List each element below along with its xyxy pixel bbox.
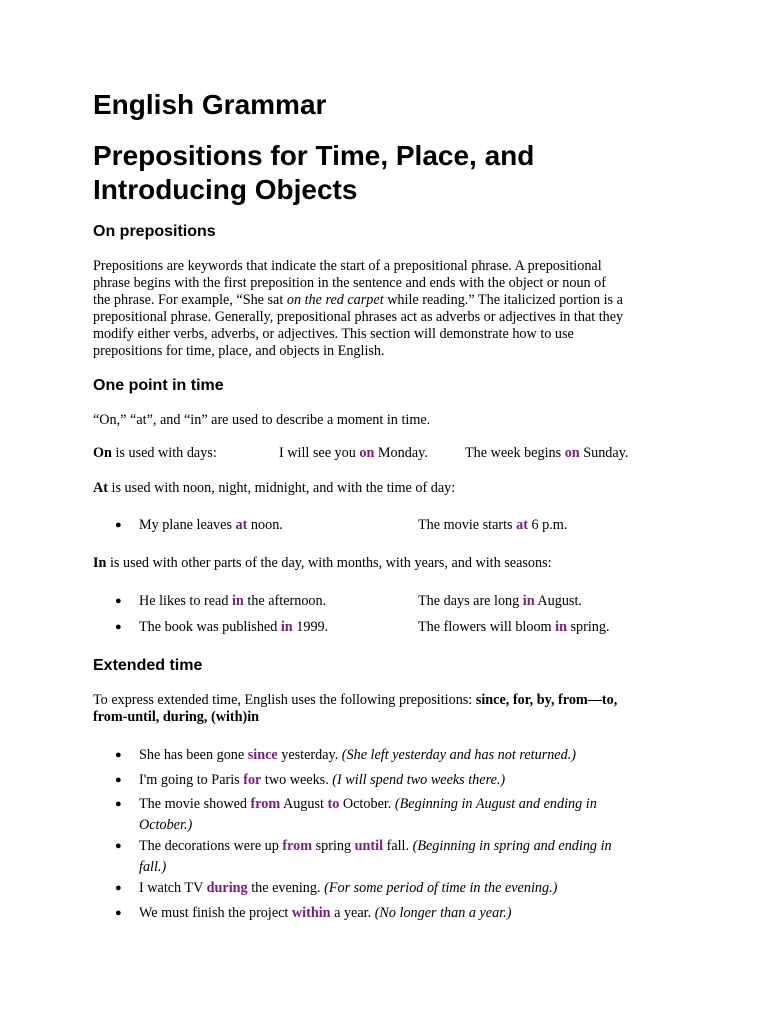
extended-example-within: [139, 905, 511, 922]
bullet-icon: ●: [115, 749, 122, 761]
example-text: I watch TV: [139, 880, 207, 896]
example-text: August: [280, 796, 328, 812]
on-keyword: On: [93, 445, 112, 461]
example-text: She has been gone: [139, 747, 248, 763]
in-example-1-right: [418, 593, 582, 610]
at-keyword: At: [93, 480, 108, 496]
preposition-highlight: during: [206, 880, 248, 896]
on-example-1-end: Monday.: [374, 445, 428, 461]
extended-example-from-until: [139, 838, 612, 855]
intro-line-2: phrase begins with the first preposition in the sentence and ends with the object or noun of: [93, 275, 606, 291]
intro-italic-example: on the red carpet: [286, 292, 384, 308]
preposition-highlight: on: [564, 445, 580, 461]
example-text: October.: [339, 796, 395, 812]
at-rule-text: is used with noon, night, midnight, and with the time of day:: [107, 480, 456, 496]
extended-preposition-list-cont: from-until, during, (with)in: [93, 709, 260, 725]
preposition-highlight: from: [282, 838, 313, 854]
intro-line-3-start: the phrase. For example, “She sat: [93, 292, 287, 308]
bullet-icon: ●: [115, 882, 122, 894]
preposition-highlight: in: [280, 619, 293, 635]
extended-intro-line-1: [93, 692, 617, 709]
section-heading-extended-time: Extended time: [93, 657, 203, 674]
bullet-icon: ●: [115, 595, 122, 607]
at-example-left-end: noon.: [247, 517, 283, 533]
example-explanation: October.): [139, 817, 193, 833]
example-explanation: (For some period of time in the evening.): [324, 880, 558, 896]
bullet-icon: ●: [115, 621, 122, 633]
in-example-1-left-end: the afternoon.: [243, 593, 327, 609]
extended-example-from-to-cont: [139, 817, 192, 834]
on-example-2-start: The week begins: [465, 445, 565, 461]
extended-example-during: [139, 880, 557, 897]
document-subtitle-line-1: Prepositions for Time, Place, and: [93, 140, 535, 171]
in-example-1-right-start: The days are long: [418, 593, 523, 609]
intro-line-6: prepositions for time, place, and objects in English.: [93, 343, 385, 359]
example-text: a year.: [330, 905, 375, 921]
example-explanation: (No longer than a year.): [374, 905, 512, 921]
preposition-highlight: for: [243, 772, 262, 788]
intro-line-3: [93, 292, 683, 309]
preposition-highlight: in: [231, 593, 244, 609]
extended-preposition-list: since, for, by, from—to,: [475, 692, 618, 708]
section-heading-on-prepositions: On prepositions: [93, 223, 216, 240]
bullet-icon: ●: [115, 519, 122, 531]
in-keyword: In: [93, 555, 107, 571]
moment-in-time-text: “On,” “at”, and “in” are used to describe a moment in time.: [93, 412, 431, 428]
on-rule: [93, 445, 217, 462]
document-subtitle-line-2: Introducing Objects: [93, 174, 358, 205]
in-example-2-right: [418, 619, 610, 636]
example-text: spring: [312, 838, 355, 854]
intro-line-3-end: while reading.” The italicized portion is a: [383, 292, 623, 308]
in-example-2-left-start: The book was published: [139, 619, 281, 635]
extended-intro-line-2: [93, 709, 259, 726]
extended-example-since: [139, 747, 576, 764]
preposition-highlight: at: [235, 517, 248, 533]
on-example-2: [465, 445, 628, 462]
on-rule-text: is used with days:: [111, 445, 217, 461]
at-example-left: [139, 517, 283, 534]
preposition-highlight: from: [250, 796, 281, 812]
example-text: We must finish the project: [139, 905, 292, 921]
in-example-2-right-end: spring.: [566, 619, 610, 635]
at-example-right: [418, 517, 567, 534]
document-title: English Grammar: [93, 89, 327, 120]
example-text: The movie showed: [139, 796, 251, 812]
at-example-right-end: 6 p.m.: [527, 517, 568, 533]
in-rule: [93, 555, 552, 572]
preposition-highlight: within: [291, 905, 331, 921]
preposition-highlight: to: [327, 796, 340, 812]
example-text: I'm going to Paris: [139, 772, 244, 788]
bullet-icon: ●: [115, 907, 122, 919]
bullet-icon: ●: [115, 798, 122, 810]
in-example-1-right-end: August.: [534, 593, 582, 609]
preposition-highlight: at: [516, 517, 528, 533]
intro-line-4: prepositional phrase. Generally, prepositional phrases act as adverbs or adjectives in that they: [93, 309, 624, 325]
extended-example-from-until-cont: [139, 859, 166, 876]
on-example-2-end: Sunday.: [579, 445, 629, 461]
example-text: The decorations were up: [139, 838, 283, 854]
section-heading-one-point-in-time: One point in time: [93, 377, 224, 394]
example-text: fall.: [383, 838, 413, 854]
extended-intro-text: To express extended time, English uses the following prepositions:: [93, 692, 476, 708]
on-example-1: [279, 445, 428, 462]
bullet-icon: ●: [115, 840, 122, 852]
on-example-1-start: I will see you: [279, 445, 360, 461]
preposition-highlight: since: [247, 747, 278, 763]
intro-line-1: Prepositions are keywords that indicate the start of a prepositional phrase. A prepositional: [93, 258, 602, 274]
example-explanation: (She left yesterday and has not returned.): [341, 747, 576, 763]
example-explanation: (Beginning in spring and ending in: [412, 838, 612, 854]
in-example-2-right-start: The flowers will bloom: [418, 619, 556, 635]
intro-line-5: modify either verbs, adverbs, or adjectives. This section will demonstrate how to use: [93, 326, 574, 342]
at-example-right-start: The movie starts: [418, 517, 517, 533]
at-rule: [93, 480, 455, 497]
extended-example-for: [139, 772, 505, 789]
bullet-icon: ●: [115, 774, 122, 786]
example-explanation: (I will spend two weeks there.): [332, 772, 506, 788]
preposition-highlight: on: [359, 445, 375, 461]
example-text: two weeks.: [261, 772, 333, 788]
example-text: yesterday.: [277, 747, 342, 763]
example-explanation: (Beginning in August and ending in: [394, 796, 597, 812]
example-text: the evening.: [247, 880, 325, 896]
in-rule-text: is used with other parts of the day, with months, with years, and with seasons:: [106, 555, 552, 571]
in-example-1-left: [139, 593, 326, 610]
example-explanation: fall.): [139, 859, 167, 875]
in-example-2-left-end: 1999.: [292, 619, 329, 635]
in-example-2-left: [139, 619, 328, 636]
at-example-left-start: My plane leaves: [139, 517, 236, 533]
extended-example-from-to: [139, 796, 597, 813]
preposition-highlight: until: [354, 838, 384, 854]
intro-paragraph: [93, 258, 683, 360]
preposition-highlight: in: [555, 619, 567, 635]
in-example-1-left-start: He likes to read: [139, 593, 232, 609]
preposition-highlight: in: [522, 593, 535, 609]
